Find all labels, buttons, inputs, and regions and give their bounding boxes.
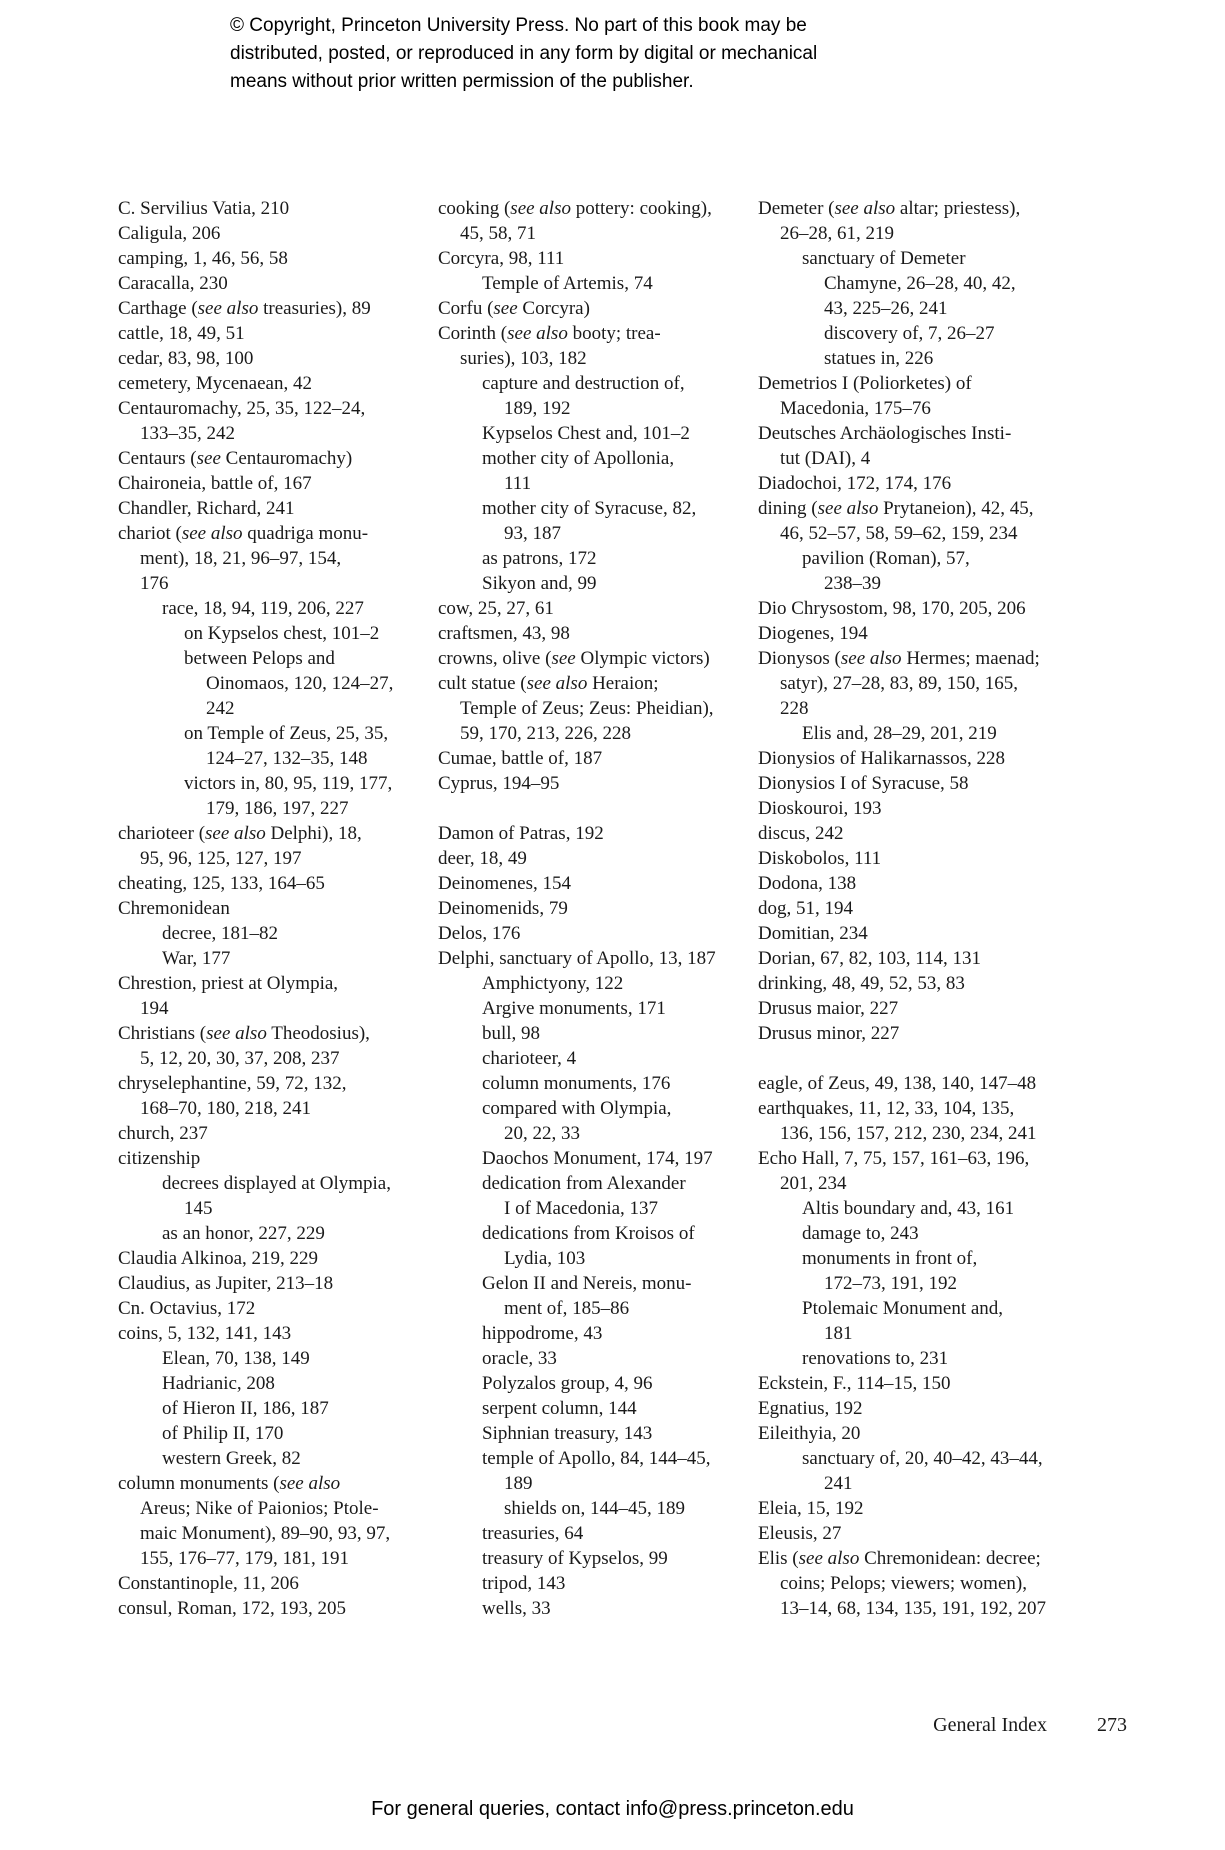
index-line: hippodrome, 43 bbox=[482, 1323, 603, 1344]
index-line: western Greek, 82 bbox=[162, 1448, 301, 1469]
index-line: Constantinople, 11, 206 bbox=[118, 1573, 299, 1594]
index-line: 20, 22, 33 bbox=[504, 1123, 580, 1144]
index-line: Dioskouroi, 193 bbox=[758, 798, 882, 819]
index-line: Dionysios of Halikarnassos, 228 bbox=[758, 748, 1005, 769]
index-line: Gelon II and Nereis, monu- bbox=[482, 1273, 692, 1294]
index-line: 59, 170, 213, 226, 228 bbox=[460, 723, 631, 744]
index-line: Dionysios I of Syracuse, 58 bbox=[758, 773, 969, 794]
index-line: Altis boundary and, 43, 161 bbox=[802, 1198, 1015, 1219]
index-line: oracle, 33 bbox=[482, 1348, 557, 1369]
index-line: wells, 33 bbox=[482, 1598, 551, 1619]
index-line: consul, Roman, 172, 193, 205 bbox=[118, 1598, 346, 1619]
index-line: Carthage (see also treasuries), 89 bbox=[118, 298, 371, 319]
index-line: Eckstein, F., 114–15, 150 bbox=[758, 1373, 951, 1394]
index-line: Elis (see also Chremonidean: decree; bbox=[758, 1548, 1041, 1569]
index-line: treasuries, 64 bbox=[482, 1523, 584, 1544]
index-line: Diadochoi, 172, 174, 176 bbox=[758, 473, 952, 494]
index-line: Corcyra, 98, 111 bbox=[438, 248, 565, 269]
index-line: 155, 176–77, 179, 181, 191 bbox=[140, 1548, 349, 1569]
index-line: Cyprus, 194–95 bbox=[438, 773, 560, 794]
index-line: Delos, 176 bbox=[438, 923, 521, 944]
index-line: Temple of Zeus; Zeus: Pheidian), bbox=[460, 698, 714, 719]
index-line: 111 bbox=[504, 473, 532, 494]
index-line: dedication from Alexander bbox=[482, 1173, 686, 1194]
index-line: Caligula, 206 bbox=[118, 223, 221, 244]
index-line: church, 237 bbox=[118, 1123, 208, 1144]
index-line: Centauromachy, 25, 35, 122–24, bbox=[118, 398, 366, 419]
index-line: discus, 242 bbox=[758, 823, 844, 844]
index-line: drinking, 48, 49, 52, 53, 83 bbox=[758, 973, 965, 994]
index-line: dining (see also Prytaneion), 42, 45, bbox=[758, 498, 1034, 519]
index-columns bbox=[118, 196, 1056, 1621]
index-line: of Philip II, 170 bbox=[162, 1423, 284, 1444]
index-line: Polyzalos group, 4, 96 bbox=[482, 1373, 653, 1394]
index-line: discovery of, 7, 26–27 bbox=[824, 323, 995, 344]
index-line: Claudia Alkinoa, 219, 229 bbox=[118, 1248, 319, 1269]
index-line: ment of, 185–86 bbox=[504, 1298, 630, 1319]
index-line: 242 bbox=[206, 698, 235, 719]
index-line: cedar, 83, 98, 100 bbox=[118, 348, 254, 369]
index-line: statues in, 226 bbox=[824, 348, 934, 369]
index-line: tripod, 143 bbox=[482, 1573, 566, 1594]
index-line: 43, 225–26, 241 bbox=[824, 298, 948, 319]
index-line: Deinomenes, 154 bbox=[438, 873, 571, 894]
index-line: Demetrios I (Poliorketes) of bbox=[758, 373, 972, 394]
index-line: 5, 12, 20, 30, 37, 208, 237 bbox=[140, 1048, 340, 1069]
index-line: treasury of Kypselos, 99 bbox=[482, 1548, 668, 1569]
index-line: cemetery, Mycenaean, 42 bbox=[118, 373, 312, 394]
index-line: 93, 187 bbox=[504, 523, 561, 544]
index-line: column monuments (see also bbox=[118, 1473, 341, 1494]
index-line: 45, 58, 71 bbox=[460, 223, 536, 244]
index-line: race, 18, 94, 119, 206, 227 bbox=[162, 598, 364, 619]
index-line: Siphnian treasury, 143 bbox=[482, 1423, 653, 1444]
index-line: decrees displayed at Olympia, bbox=[162, 1173, 391, 1194]
index-line: 172–73, 191, 192 bbox=[824, 1273, 957, 1294]
index-line: of Hieron II, 186, 187 bbox=[162, 1398, 329, 1419]
index-line: 181 bbox=[824, 1323, 853, 1344]
index-line: mother city of Syracuse, 82, bbox=[482, 498, 697, 519]
copyright-line-1: © Copyright, Princeton University Press. No part of this book may be bbox=[230, 15, 807, 36]
index-line: Kypselos Chest and, 101–2 bbox=[482, 423, 690, 444]
index-line: 176 bbox=[140, 573, 169, 594]
index-line: Amphictyony, 122 bbox=[482, 973, 624, 994]
index-line: on Temple of Zeus, 25, 35, bbox=[184, 723, 389, 744]
index-line: decree, 181–82 bbox=[162, 923, 279, 944]
index-line: Chremonidean bbox=[118, 898, 230, 919]
copyright-line-3: means without prior written permission of the publisher. bbox=[230, 71, 694, 92]
index-line: Chaironeia, battle of, 167 bbox=[118, 473, 312, 494]
index-line: charioteer, 4 bbox=[482, 1048, 577, 1069]
index-column-1 bbox=[118, 196, 416, 1621]
index-line: cattle, 18, 49, 51 bbox=[118, 323, 245, 344]
index-line: Chrestion, priest at Olympia, bbox=[118, 973, 339, 994]
index-line: bull, 98 bbox=[482, 1023, 541, 1044]
index-line: Delphi, sanctuary of Apollo, 13, 187 bbox=[438, 948, 716, 969]
index-line: damage to, 243 bbox=[802, 1223, 919, 1244]
index-line: on Kypselos chest, 101–2 bbox=[184, 623, 380, 644]
index-line: pavilion (Roman), 57, bbox=[802, 548, 970, 569]
index-line: Corinth (see also booty; trea- bbox=[438, 323, 661, 344]
index-line: sanctuary of Demeter bbox=[802, 248, 966, 269]
index-line: Drusus minor, 227 bbox=[758, 1023, 900, 1044]
index-line: chryselephantine, 59, 72, 132, bbox=[118, 1073, 347, 1094]
section-title: General Index bbox=[933, 1714, 1047, 1736]
index-line: Egnatius, 192 bbox=[758, 1398, 863, 1419]
index-line: 241 bbox=[824, 1473, 853, 1494]
index-line: cult statue (see also Heraion; bbox=[438, 673, 659, 694]
index-line: earthquakes, 11, 12, 33, 104, 135, bbox=[758, 1098, 1015, 1119]
index-line: 46, 52–57, 58, 59–62, 159, 234 bbox=[780, 523, 1018, 544]
index-line: Oinomaos, 120, 124–27, bbox=[206, 673, 394, 694]
index-line: 194 bbox=[140, 998, 169, 1019]
index-line: Diogenes, 194 bbox=[758, 623, 868, 644]
index-line: Cn. Octavius, 172 bbox=[118, 1298, 256, 1319]
index-line: chariot (see also quadriga monu- bbox=[118, 523, 369, 544]
index-line: coins, 5, 132, 141, 143 bbox=[118, 1323, 292, 1344]
index-line: Chandler, Richard, 241 bbox=[118, 498, 295, 519]
blank-line bbox=[758, 1046, 1056, 1071]
index-line: Daochos Monument, 174, 197 bbox=[482, 1148, 713, 1169]
index-line: 189 bbox=[504, 1473, 533, 1494]
index-line: Areus; Nike of Paionios; Ptole- bbox=[140, 1498, 379, 1519]
index-line: 133–35, 242 bbox=[140, 423, 235, 444]
index-line: as an honor, 227, 229 bbox=[162, 1223, 325, 1244]
index-line: Argive monuments, 171 bbox=[482, 998, 666, 1019]
index-line: capture and destruction of, bbox=[482, 373, 685, 394]
index-column-3 bbox=[758, 196, 1056, 1621]
index-line: 168–70, 180, 218, 241 bbox=[140, 1098, 311, 1119]
index-line: Echo Hall, 7, 75, 157, 161–63, 196, bbox=[758, 1148, 1030, 1169]
index-column-2 bbox=[438, 196, 736, 1621]
index-line: 189, 192 bbox=[504, 398, 571, 419]
index-line: deer, 18, 49 bbox=[438, 848, 527, 869]
index-line: mother city of Apollonia, bbox=[482, 448, 675, 469]
running-footer bbox=[933, 1714, 1127, 1737]
index-line: C. Servilius Vatia, 210 bbox=[118, 198, 290, 219]
index-line: crowns, olive (see Olympic victors) bbox=[438, 648, 710, 669]
page-number: 273 bbox=[1097, 1714, 1127, 1736]
index-line: citizenship bbox=[118, 1148, 201, 1169]
index-line: War, 177 bbox=[162, 948, 231, 969]
index-line: 124–27, 132–35, 148 bbox=[206, 748, 368, 769]
index-line: Elean, 70, 138, 149 bbox=[162, 1348, 310, 1369]
index-line: Domitian, 234 bbox=[758, 923, 868, 944]
index-line: Dionysos (see also Hermes; maenad; bbox=[758, 648, 1040, 669]
index-line: Eileithyia, 20 bbox=[758, 1423, 861, 1444]
copyright-notice bbox=[230, 12, 817, 96]
index-line: Dorian, 67, 82, 103, 114, 131 bbox=[758, 948, 982, 969]
index-line: cooking (see also pottery: cooking), bbox=[438, 198, 712, 219]
index-line: 145 bbox=[184, 1198, 213, 1219]
index-line: suries), 103, 182 bbox=[460, 348, 587, 369]
index-line: sanctuary of, 20, 40–42, 43–44, bbox=[802, 1448, 1043, 1469]
index-line: Cumae, battle of, 187 bbox=[438, 748, 603, 769]
index-line: victors in, 80, 95, 119, 177, bbox=[184, 773, 393, 794]
index-line: Dodona, 138 bbox=[758, 873, 857, 894]
index-line: Elis and, 28–29, 201, 219 bbox=[802, 723, 997, 744]
index-line: 228 bbox=[780, 698, 809, 719]
index-line: dog, 51, 194 bbox=[758, 898, 853, 919]
index-line: 238–39 bbox=[824, 573, 881, 594]
index-line: shields on, 144–45, 189 bbox=[504, 1498, 686, 1519]
index-line: cheating, 125, 133, 164–65 bbox=[118, 873, 325, 894]
index-line: Caracalla, 230 bbox=[118, 273, 228, 294]
index-line: Macedonia, 175–76 bbox=[780, 398, 931, 419]
index-line: Chamyne, 26–28, 40, 42, bbox=[824, 273, 1016, 294]
index-line: Dio Chrysostom, 98, 170, 205, 206 bbox=[758, 598, 1026, 619]
index-line: Diskobolos, 111 bbox=[758, 848, 882, 869]
index-line: 13–14, 68, 134, 135, 191, 192, 207 bbox=[780, 1598, 1046, 1619]
copyright-line-2: distributed, posted, or reproduced in any form by digital or mechanical bbox=[230, 43, 818, 64]
index-line: charioteer (see also Delphi), 18, bbox=[118, 823, 362, 844]
index-line: monuments in front of, bbox=[802, 1248, 978, 1269]
index-line: 26–28, 61, 219 bbox=[780, 223, 894, 244]
index-line: renovations to, 231 bbox=[802, 1348, 949, 1369]
index-line: temple of Apollo, 84, 144–45, bbox=[482, 1448, 711, 1469]
index-line: as patrons, 172 bbox=[482, 548, 597, 569]
index-line: Hadrianic, 208 bbox=[162, 1373, 275, 1394]
index-line: Ptolemaic Monument and, bbox=[802, 1298, 1004, 1319]
index-line: Centaurs (see Centauromachy) bbox=[118, 448, 353, 469]
index-line: Deutsches Archäologisches Insti- bbox=[758, 423, 1012, 444]
index-line: eagle, of Zeus, 49, 138, 140, 147–48 bbox=[758, 1073, 1037, 1094]
index-line: Sikyon and, 99 bbox=[482, 573, 597, 594]
index-line: 201, 234 bbox=[780, 1173, 847, 1194]
index-line: Claudius, as Jupiter, 213–18 bbox=[118, 1273, 334, 1294]
index-line: compared with Olympia, bbox=[482, 1098, 672, 1119]
index-line: camping, 1, 46, 56, 58 bbox=[118, 248, 288, 269]
blank-line bbox=[438, 796, 736, 821]
index-line: satyr), 27–28, 83, 89, 150, 165, bbox=[780, 673, 1019, 694]
contact-line: For general queries, contact info@press.princeton.edu bbox=[371, 1798, 854, 1820]
index-line: craftsmen, 43, 98 bbox=[438, 623, 570, 644]
index-line: Eleia, 15, 192 bbox=[758, 1498, 864, 1519]
index-line: Demeter (see also altar; priestess), bbox=[758, 198, 1021, 219]
index-line: tut (DAI), 4 bbox=[780, 448, 871, 469]
index-line: Damon of Patras, 192 bbox=[438, 823, 604, 844]
index-line: Eleusis, 27 bbox=[758, 1523, 842, 1544]
index-line: between Pelops and bbox=[184, 648, 335, 669]
index-line: serpent column, 144 bbox=[482, 1398, 637, 1419]
index-line: Christians (see also Theodosius), bbox=[118, 1023, 370, 1044]
index-line: 95, 96, 125, 127, 197 bbox=[140, 848, 302, 869]
index-line: Drusus maior, 227 bbox=[758, 998, 899, 1019]
index-line: Deinomenids, 79 bbox=[438, 898, 568, 919]
index-line: Lydia, 103 bbox=[504, 1248, 586, 1269]
index-line: I of Macedonia, 137 bbox=[504, 1198, 659, 1219]
index-line: 179, 186, 197, 227 bbox=[206, 798, 349, 819]
index-line: coins; Pelops; viewers; women), bbox=[780, 1573, 1027, 1594]
index-line: 136, 156, 157, 212, 230, 234, 241 bbox=[780, 1123, 1037, 1144]
index-line: ment), 18, 21, 96–97, 154, bbox=[140, 548, 342, 569]
index-line: Temple of Artemis, 74 bbox=[482, 273, 653, 294]
index-line: dedications from Kroisos of bbox=[482, 1223, 695, 1244]
index-line: column monuments, 176 bbox=[482, 1073, 671, 1094]
index-line: maic Monument), 89–90, 93, 97, bbox=[140, 1523, 391, 1544]
index-line: cow, 25, 27, 61 bbox=[438, 598, 554, 619]
index-line: Corfu (see Corcyra) bbox=[438, 298, 590, 319]
